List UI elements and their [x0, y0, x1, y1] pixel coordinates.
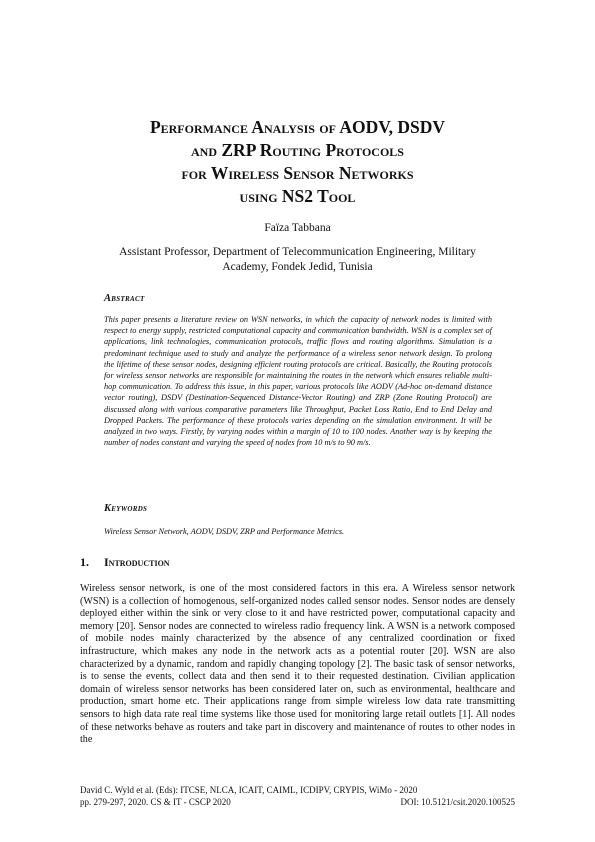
footer-doi: DOI: 10.5121/csit.2020.100525	[400, 797, 515, 807]
abstract-text: This paper presents a literature review on WSN networks, in which the capacity of network nodes is limited with respect to energy supply, restricted computational capacity and communication bandwidth. WSN is a complex set of applications, link technologies, communication protocols, traffic flows and routing algorithms. Simulation is a predominant technique used to study and analyze the performance of a wireless senor network design. To prolong the lifetime of these sensor nodes, designing efficient routing protocols are critical. Basically, the Routing protocols for wireless sensor networks are responsible for maintaining the routes in the network which ensures reliable multi-hop communication. To address this issue, in this paper, various protocols like AODV (Ad-hoc on-demand distance vector routing), DSDV (Destination-Sequenced Distance-Vector Routing) and ZRP (Zone Routing Protocol) are discussed along with various comparative parameters like Throughput, Packet Loss Ratio, End to End Delay and Dropped Packets. The performance of these protocols varies depending on the simulation environment. It will be analyzed in two ways. Firstly, by varying nodes within a margin of 10 to 100 nodes. Another way is by keeping the number of nodes constant and varying the speed of nodes from 10 m/s to 90 m/s.	[104, 315, 492, 448]
footer-pages-doi	[80, 797, 515, 808]
title-line: for Wireless Sensor Networks	[181, 163, 414, 183]
title-line: using NS2 Tool	[239, 186, 356, 206]
author-affiliation: Assistant Professor, Department of Telecommunication Engineering, Military Academy, Fondek Jedid, Tunisia	[119, 246, 476, 273]
abstract-heading: Abstract	[104, 293, 145, 304]
keywords-text: Wireless Sensor Network, AODV, DSDV, ZRP and Performance Metrics.	[104, 527, 345, 536]
paper-title	[60, 116, 535, 208]
footer-citation: David C. Wyld et al. (Eds): ITCSE, NLCA, ICAIT, CAIML, ICDIPV, CRYPIS, WiMo - 2020	[80, 785, 418, 795]
introduction-paragraph: Wireless sensor network, is one of the most considered factors in this era. A Wireless sensor network (WSN) is a collection of homogenous, self-organized nodes called sensor nodes. Sensor nodes are densely deployed either within the sink or very close to it and have restricted power, computational capacity and memory [20]. Sensor nodes are connected to wireless radio frequency link. A WSN is a network composed of mobile nodes mainly characterized by the absence of any centralized coordination or fixed infrastructure, which makes any node in the network acts as a potential router [20]. WSN are also characterized by a dynamic, random and rapidly changing topology [2]. The basic task of sensor networks, is to sense the events, collect data and then send it to their requested destination. Civilian application domain of wireless sensor networks has been considered later on, such as environmental, healthcare and production, smart home etc. Their applications range from simple wireless low data rate transmitting sensors to high data rate real time systems like those used for monitoring large retail outlets [1]. All nodes of these networks behave as routers and take part in discovery and maintenance of routes to other nodes in the	[80, 583, 515, 746]
title-line: Performance Analysis of AODV, DSDV	[149, 117, 446, 137]
keywords-heading: Keywords	[104, 503, 148, 514]
section-heading	[80, 555, 170, 570]
author-name: Faïza Tabbana	[264, 222, 331, 234]
section-title: Introduction	[104, 555, 170, 569]
title-line: and ZRP Routing Protocols	[191, 140, 404, 160]
footer-pages: pp. 279-297, 2020. CS & IT - CSCP 2020	[80, 797, 231, 807]
section-number: 1.	[80, 555, 89, 569]
